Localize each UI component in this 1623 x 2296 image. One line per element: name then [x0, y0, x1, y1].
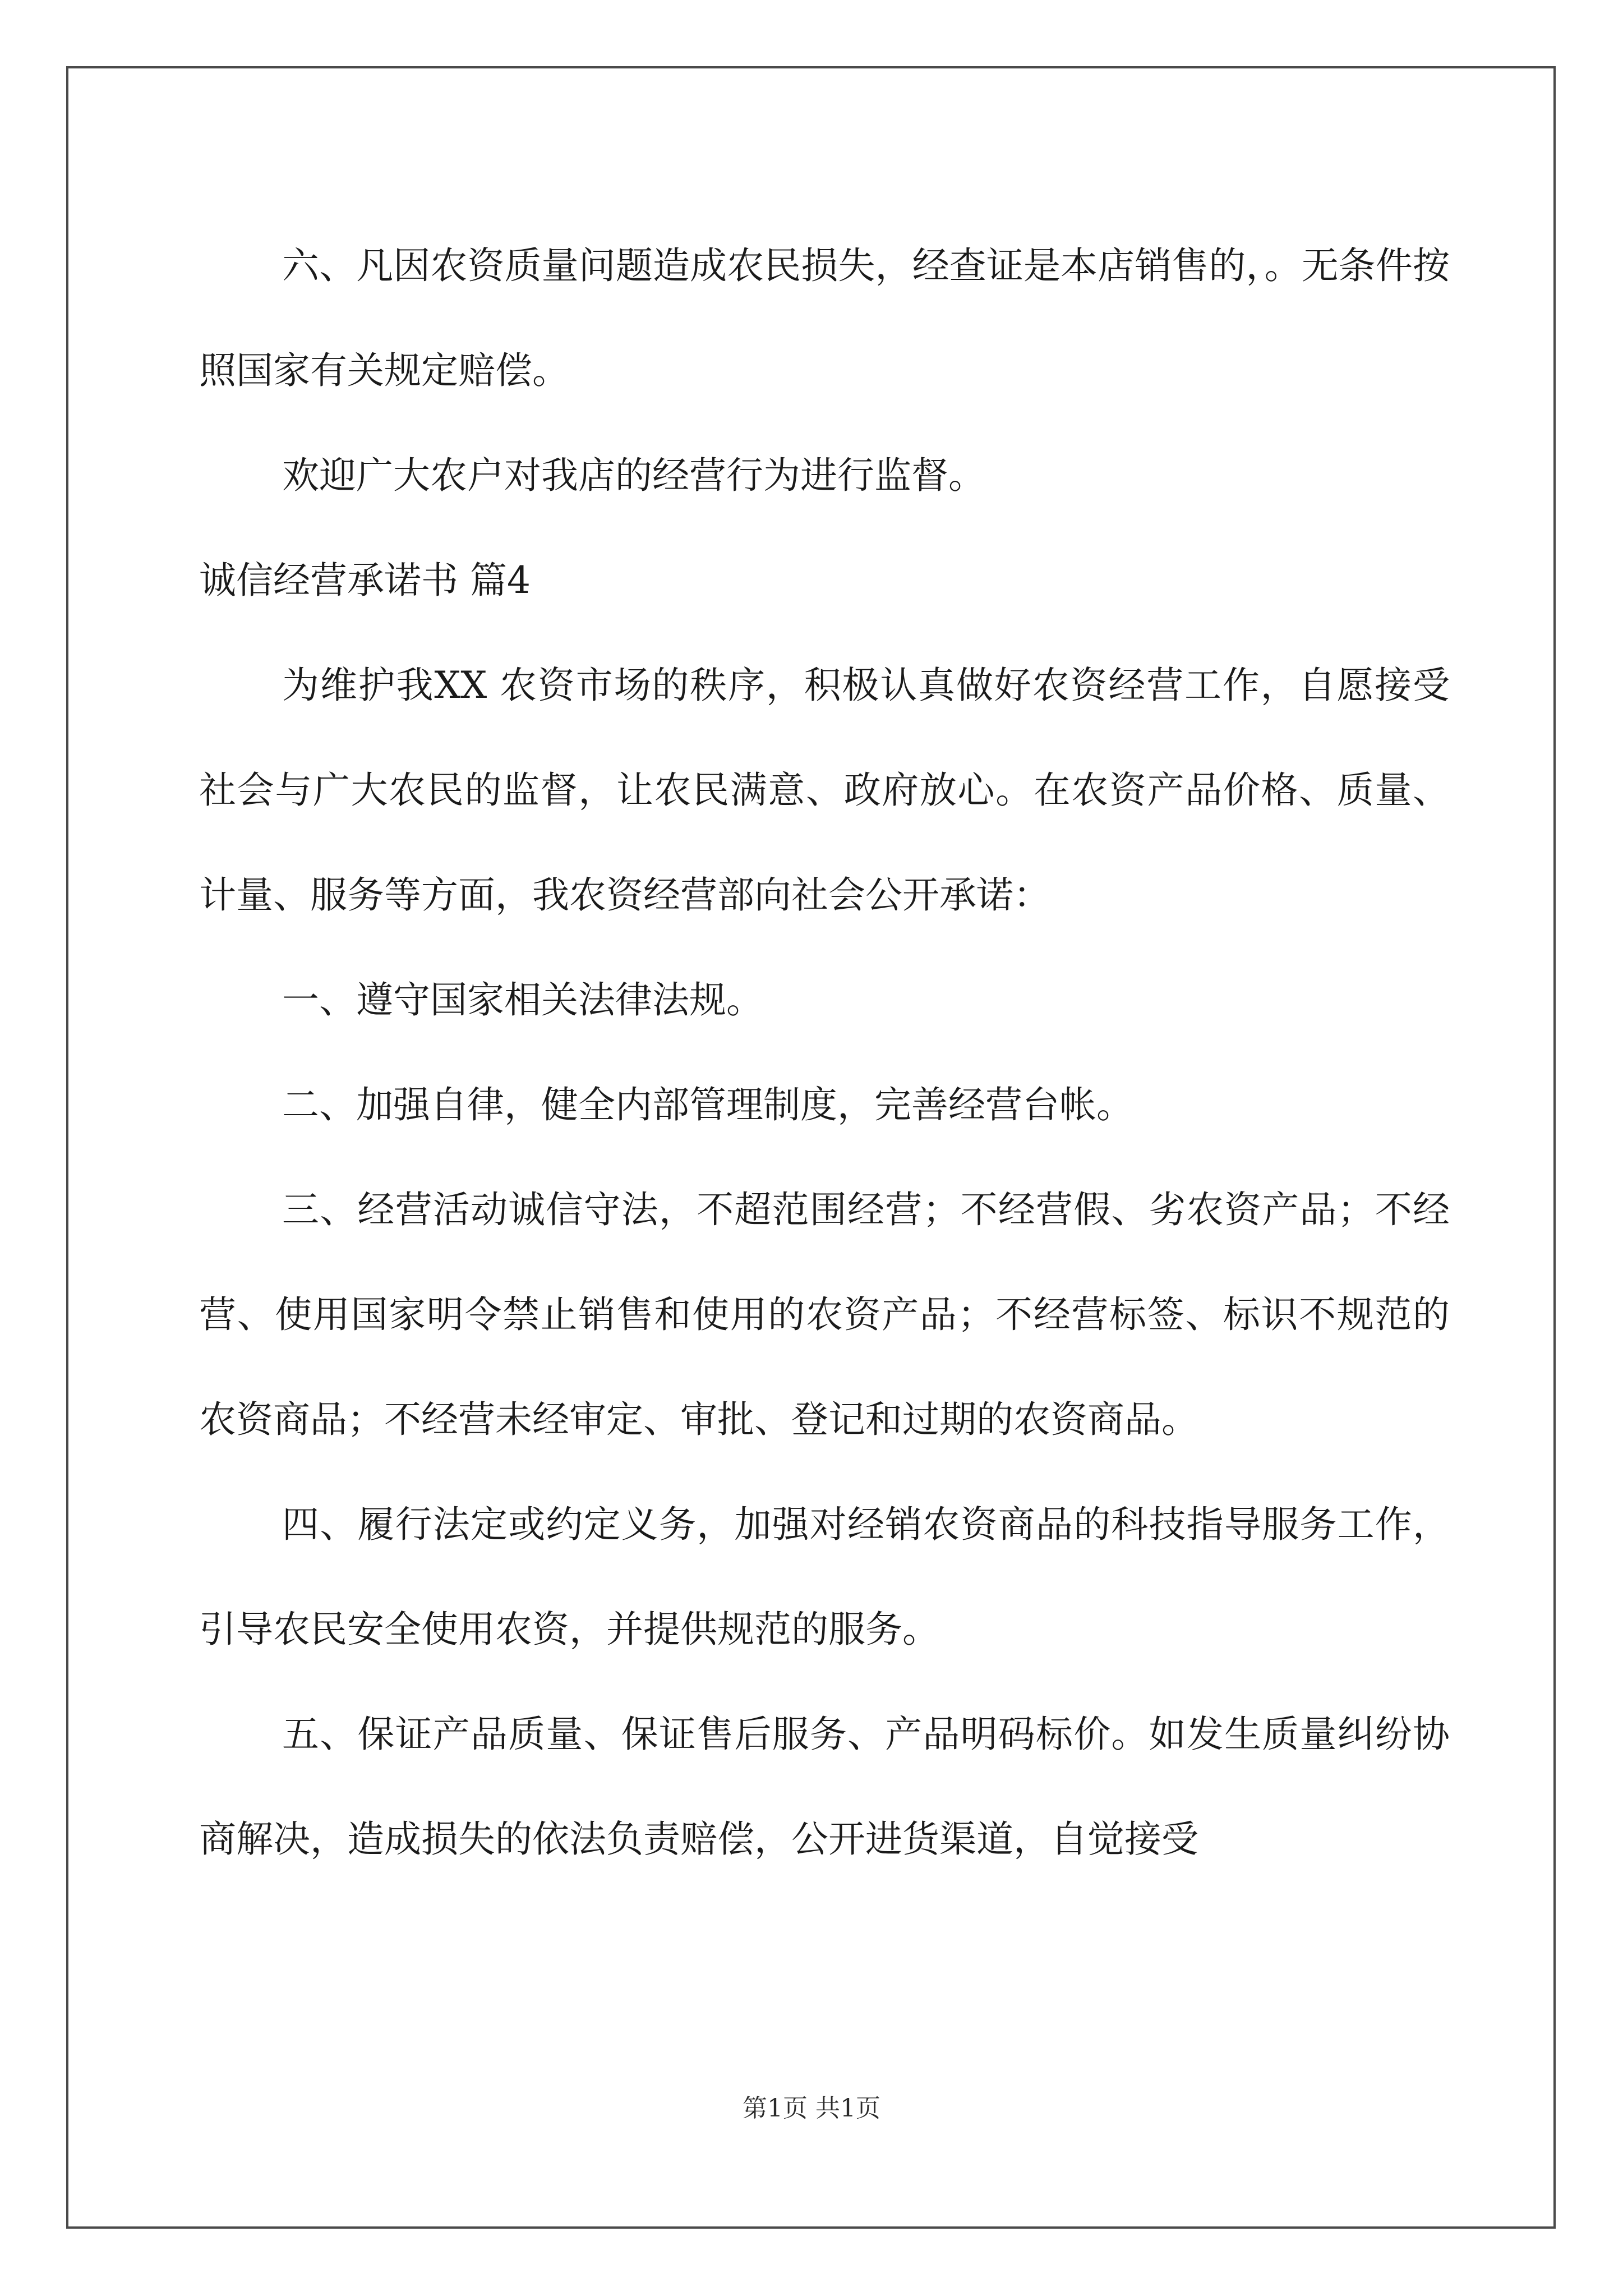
document-body: [199, 213, 1450, 1892]
section-heading: 诚信经营承诺书 篇4: [199, 559, 531, 602]
paragraph-item-2: 二、加强自律，健全内部管理制度，完善经营台帐。: [282, 1083, 1133, 1126]
paragraph-item-3: 三、经营活动诚信守法，不超范围经营；不经营假、劣农资产品；不经营、使用国家明令禁止销售和使用的农资产品；不经营标签、标识不规范的农资商品；不经营未经审定、审批、登记和过期的农资商品。: [199, 1188, 1450, 1441]
paragraph-welcome: 欢迎广大农户对我店的经营行为进行监督。: [282, 454, 985, 497]
page-footer: 第1页 共1页: [743, 2094, 880, 2123]
paragraph-item-1: 一、遵守国家相关法律法规。: [282, 978, 763, 1022]
paragraph-item-5: 五、保证产品质量、保证售后服务、产品明码标价。如发生质量纠纷协商解决，造成损失的依法负责赔偿，公开进货渠道，自觉接受: [199, 1713, 1450, 1861]
paragraph-item-6: 六、凡因农资质量问题造成农民损失，经查证是本店销售的，。无条件按照国家有关规定赔偿。: [199, 244, 1450, 392]
paragraph-item-4: 四、履行法定或约定义务，加强对经销农资商品的科技指导服务工作，引导农民安全使用农资，并提供规范的服务。: [199, 1503, 1450, 1651]
paragraph-intro: 为维护我XX 农资市场的秩序，积极认真做好农资经营工作，自愿接受社会与广大农民的监督，让农民满意、政府放心。在农资产品价格、质量、计量、服务等方面，我农资经营部向社会公开承诺：: [199, 664, 1450, 917]
